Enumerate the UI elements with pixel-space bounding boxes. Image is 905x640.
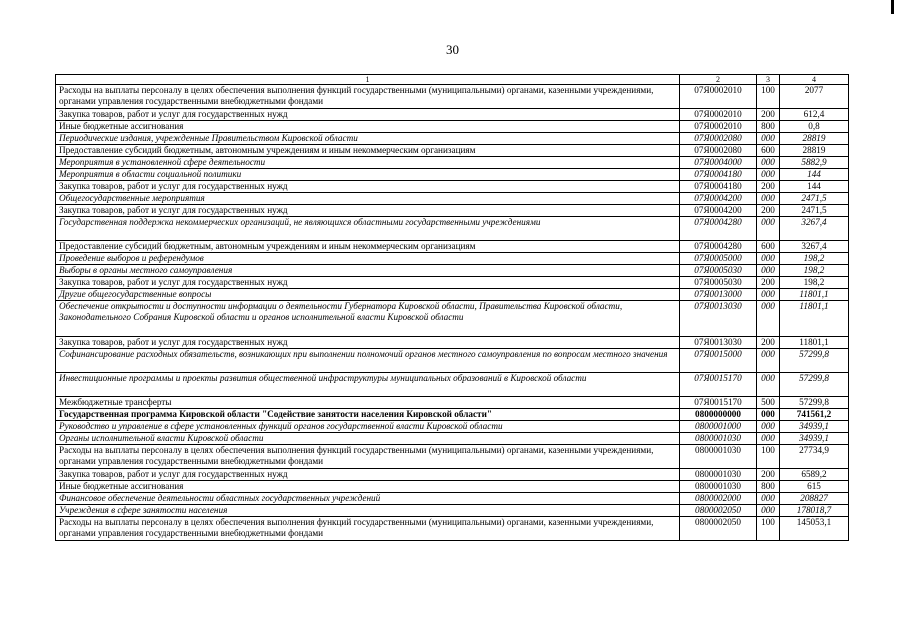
cell-expense-type: 000 (757, 265, 780, 277)
cell-target-code: 07Я0002080 (680, 145, 757, 157)
cell-amount: 11801,1 (780, 301, 849, 337)
cell-target-code: 07Я0005030 (680, 277, 757, 289)
table-row (56, 517, 849, 541)
cell-expense-type: 000 (757, 169, 780, 181)
cell-expense-type: 000 (757, 349, 780, 373)
cell-expense-type: 000 (757, 157, 780, 169)
cell-amount: 11801,1 (780, 289, 849, 301)
cell-item-name: Периодические издания, учрежденные Правительством Кировской области (56, 133, 680, 145)
cell-expense-type: 000 (757, 217, 780, 241)
cell-item-name: Учреждения в сфере занятости населения (56, 505, 680, 517)
cell-expense-type: 100 (757, 445, 780, 469)
table-row (56, 409, 849, 421)
cell-amount: 2471,5 (780, 193, 849, 205)
cell-expense-type: 000 (757, 421, 780, 433)
cell-item-name: Расходы на выплаты персоналу в целях обеспечения выполнения функций государственными (муниципальными) органами, казенными учреждениями, органами управления государственными внебюджетными фондами (56, 445, 680, 469)
cell-target-code: 07Я0013030 (680, 337, 757, 349)
cell-item-name: Закупка товаров, работ и услуг для государственных нужд (56, 469, 680, 481)
cell-item-name: Предоставление субсидий бюджетным, автономным учреждениям и иным некоммерческим организациям (56, 241, 680, 253)
cell-amount: 3267,4 (780, 217, 849, 241)
cell-item-name: Финансовое обеспечение деятельности областных государственных учреждений (56, 493, 680, 505)
cell-amount: 57299,8 (780, 349, 849, 373)
table-row (56, 265, 849, 277)
header-col-2: 2 (680, 75, 757, 85)
table-row (56, 349, 849, 373)
table-row (56, 133, 849, 145)
cell-item-name: Руководство и управление в сфере установленных функций органов государственной власти Кировской области (56, 421, 680, 433)
cell-item-name: Софинансирование расходных обязательств, возникающих при выполнении полномочий органов местного самоуправления по вопросам местного значения (56, 349, 680, 373)
cell-target-code: 07Я0005030 (680, 265, 757, 277)
table-row (56, 493, 849, 505)
cell-amount: 34939,1 (780, 421, 849, 433)
cell-expense-type: 200 (757, 337, 780, 349)
table-row (56, 169, 849, 181)
cell-amount: 615 (780, 481, 849, 493)
budget-table (55, 74, 849, 541)
cell-target-code: 0800002000 (680, 493, 757, 505)
cell-amount: 2077 (780, 85, 849, 109)
cell-item-name: Межбюджетные трансферты (56, 397, 680, 409)
cell-item-name: Органы исполнительной власти Кировской области (56, 433, 680, 445)
table-body (56, 85, 849, 541)
cell-item-name: Закупка товаров, работ и услуг для государственных нужд (56, 277, 680, 289)
cell-target-code: 07Я0004200 (680, 205, 757, 217)
cell-target-code: 07Я0004180 (680, 181, 757, 193)
cell-expense-type: 200 (757, 181, 780, 193)
cell-amount: 2471,5 (780, 205, 849, 217)
cell-item-name: Расходы на выплаты персоналу в целях обеспечения выполнения функций государственными (муниципальными) органами, казенными учреждениями, органами управления государственными внебюджетными фондами (56, 85, 680, 109)
cell-expense-type: 000 (757, 409, 780, 421)
table-row (56, 445, 849, 469)
table-row (56, 337, 849, 349)
cell-amount: 612,4 (780, 109, 849, 121)
cell-expense-type: 000 (757, 433, 780, 445)
cell-amount: 34939,1 (780, 433, 849, 445)
table-row (56, 253, 849, 265)
cell-item-name: Расходы на выплаты персоналу в целях обеспечения выполнения функций государственными (муниципальными) органами, казенными учреждениями, органами управления государственными внебюджетными фондами (56, 517, 680, 541)
table-row (56, 241, 849, 253)
cell-amount: 57299,8 (780, 373, 849, 397)
cell-expense-type: 800 (757, 121, 780, 133)
header-col-4: 4 (780, 75, 849, 85)
table-row (56, 469, 849, 481)
cell-target-code: 07Я0015000 (680, 349, 757, 373)
table-row (56, 121, 849, 133)
cell-item-name: Закупка товаров, работ и услуг для государственных нужд (56, 205, 680, 217)
table-row (56, 181, 849, 193)
cell-expense-type: 000 (757, 289, 780, 301)
table-row (56, 145, 849, 157)
cell-target-code: 07Я0015170 (680, 397, 757, 409)
cell-expense-type: 000 (757, 193, 780, 205)
table-row (56, 217, 849, 241)
cell-item-name: Государственная программа Кировской области "Содействие занятости населения Кировской области" (56, 409, 680, 421)
cell-amount: 6589,2 (780, 469, 849, 481)
cell-amount: 28819 (780, 133, 849, 145)
table-header-row (56, 75, 849, 85)
cell-item-name: Закупка товаров, работ и услуг для государственных нужд (56, 109, 680, 121)
cell-expense-type: 100 (757, 517, 780, 541)
cell-amount: 198,2 (780, 253, 849, 265)
table-row (56, 301, 849, 337)
cell-target-code: 07Я0002010 (680, 85, 757, 109)
cell-amount: 27734,9 (780, 445, 849, 469)
cell-expense-type: 000 (757, 505, 780, 517)
cell-target-code: 0800001030 (680, 469, 757, 481)
cell-amount: 198,2 (780, 265, 849, 277)
table-row (56, 433, 849, 445)
cell-expense-type: 000 (757, 133, 780, 145)
cell-item-name: Проведение выборов и референдумов (56, 253, 680, 265)
cell-amount: 144 (780, 181, 849, 193)
cell-target-code: 07Я0004000 (680, 157, 757, 169)
cell-amount: 198,2 (780, 277, 849, 289)
cell-target-code: 07Я0004200 (680, 193, 757, 205)
table-row (56, 373, 849, 397)
cell-target-code: 07Я0002010 (680, 109, 757, 121)
cell-target-code: 07Я0002010 (680, 121, 757, 133)
cell-expense-type: 800 (757, 481, 780, 493)
cell-item-name: Общегосударственные мероприятия (56, 193, 680, 205)
cell-amount: 11801,1 (780, 337, 849, 349)
cell-amount: 3267,4 (780, 241, 849, 253)
scan-edge-mark (891, 0, 894, 14)
cell-expense-type: 000 (757, 493, 780, 505)
cell-expense-type: 600 (757, 241, 780, 253)
cell-amount: 208827 (780, 493, 849, 505)
cell-item-name: Закупка товаров, работ и услуг для государственных нужд (56, 337, 680, 349)
table-row (56, 109, 849, 121)
header-col-3: 3 (757, 75, 780, 85)
cell-expense-type: 200 (757, 277, 780, 289)
header-col-1: 1 (56, 75, 680, 85)
cell-target-code: 0800000000 (680, 409, 757, 421)
cell-item-name: Мероприятия в области социальной политики (56, 169, 680, 181)
table-row (56, 85, 849, 109)
table-row (56, 397, 849, 409)
cell-item-name: Обеспечение открытости и доступности информации о деятельности Губернатора Кировской области, Правительства Кировской области, Законодательного Собрания Кировской области и органов исполнительной власти Кировской области (56, 301, 680, 337)
cell-target-code: 0800001030 (680, 481, 757, 493)
cell-item-name: Закупка товаров, работ и услуг для государственных нужд (56, 181, 680, 193)
cell-item-name: Иные бюджетные ассигнования (56, 121, 680, 133)
cell-expense-type: 000 (757, 301, 780, 337)
cell-amount: 144 (780, 169, 849, 181)
cell-target-code: 07Я0005000 (680, 253, 757, 265)
table-row (56, 193, 849, 205)
cell-target-code: 07Я0004280 (680, 241, 757, 253)
cell-target-code: 0800002050 (680, 517, 757, 541)
cell-expense-type: 000 (757, 253, 780, 265)
table-row (56, 277, 849, 289)
cell-target-code: 07Я0013030 (680, 301, 757, 337)
cell-amount: 741561,2 (780, 409, 849, 421)
page-number: 30 (446, 42, 459, 57)
cell-item-name: Государственная поддержка некоммерческих организаций, не являющихся областными государственными учреждениями (56, 217, 680, 241)
cell-expense-type: 100 (757, 85, 780, 109)
cell-amount: 28819 (780, 145, 849, 157)
table-row (56, 157, 849, 169)
cell-expense-type: 200 (757, 109, 780, 121)
cell-item-name: Мероприятия в установленной сфере деятельности (56, 157, 680, 169)
cell-target-code: 07Я0002080 (680, 133, 757, 145)
table-row (56, 505, 849, 517)
cell-target-code: 07Я0004280 (680, 217, 757, 241)
table-row (56, 481, 849, 493)
cell-amount: 57299,8 (780, 397, 849, 409)
cell-item-name: Предоставление субсидий бюджетным, автономным учреждениям и иным некоммерческим организациям (56, 145, 680, 157)
table-row (56, 421, 849, 433)
cell-target-code: 0800001000 (680, 421, 757, 433)
cell-amount: 5882,9 (780, 157, 849, 169)
cell-item-name: Иные бюджетные ассигнования (56, 481, 680, 493)
table-row (56, 205, 849, 217)
cell-expense-type: 200 (757, 205, 780, 217)
cell-amount: 0,8 (780, 121, 849, 133)
cell-expense-type: 200 (757, 469, 780, 481)
cell-item-name: Инвестиционные программы и проекты развития общественной инфраструктуры муниципальных образований в Кировской области (56, 373, 680, 397)
cell-item-name: Выборы в органы местного самоуправления (56, 265, 680, 277)
cell-target-code: 07Я0015170 (680, 373, 757, 397)
cell-expense-type: 500 (757, 397, 780, 409)
cell-target-code: 07Я0013000 (680, 289, 757, 301)
cell-target-code: 0800002050 (680, 505, 757, 517)
cell-amount: 145053,1 (780, 517, 849, 541)
cell-target-code: 0800001030 (680, 445, 757, 469)
table-row (56, 289, 849, 301)
cell-expense-type: 600 (757, 145, 780, 157)
cell-expense-type: 000 (757, 373, 780, 397)
cell-target-code: 0800001030 (680, 433, 757, 445)
cell-target-code: 07Я0004180 (680, 169, 757, 181)
cell-amount: 178018,7 (780, 505, 849, 517)
cell-item-name: Другие общегосударственные вопросы (56, 289, 680, 301)
